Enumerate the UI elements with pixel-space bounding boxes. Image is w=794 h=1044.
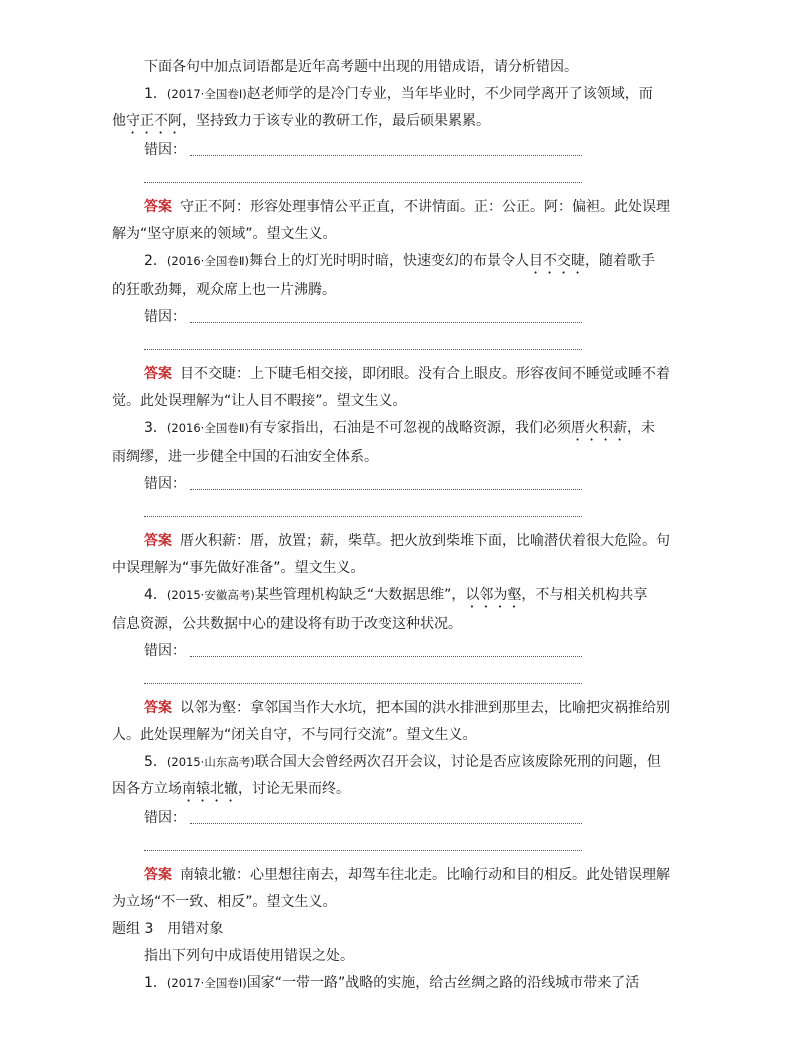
answer-blank-continuation[interactable] [112,832,684,862]
question-3-line-1: 3．(2016·全国卷Ⅱ)有专家指出，石油是不可忽视的战略资源，我们必须厝火积薪，未 [144,420,655,436]
group-3-question-1: 1．(2017·全国卷Ⅰ)国家“一带一路”战略的实施，给古丝绸之路的沿线城市带来了活 [144,975,640,991]
answer-blank-continuation[interactable] [112,498,684,528]
question-5-line-2: 因各方立场南辕北辙，讨论无果而终。 [112,781,350,797]
question-4-line-2: 信息资源，公共数据中心的建设将有助于改变这种状况。 [112,616,462,632]
dotted-rule [190,155,582,156]
question-2-line-2: 的狂歌劲舞，观众席上也一片沸腾。 [112,282,336,298]
intro-text: 下面各句中加点词语都是近年高考题中出现的用错成语，请分析错因。 [144,59,578,75]
group-3-intro: 指出下列句中成语使用错误之处。 [144,948,354,964]
question-source: (2017·全国卷Ⅰ) [166,87,247,101]
question-2-line-1: 2．(2016·全国卷Ⅱ)舞台上的灯光时明时暗，快速变幻的布景令人目不交睫，随着歌手 [144,253,655,269]
dotted-rule [144,683,582,684]
answer-2-line-1: 答案 目不交睫：上下睫毛相交接，即闭眼。没有合上眼皮。形容夜间不睡觉或睡不着 [144,366,670,382]
answer-blank-continuation[interactable] [112,164,684,194]
question-4-line-1: 4．(2015·安徽高考)某些管理机构缺乏“大数据思维”，以邻为壑，不与相关机构共享 [144,587,648,603]
answer-blank-continuation[interactable] [112,665,684,695]
dotted-rule [190,656,582,657]
dotted-rule [190,489,582,490]
question-3-line-2: 雨绸缪，进一步健全中国的石油安全体系。 [112,449,378,465]
answer-blank[interactable] [112,137,684,164]
answer-tag: 答案 [144,199,172,215]
dotted-idiom: 守正不阿 [126,113,182,129]
dotted-idiom: 目不交睫 [528,253,585,269]
answer-5-line-2: 为立场“不一致、相反”。望文生义。 [112,894,337,910]
question-1-line-1: 1．(2017·全国卷Ⅰ)赵老师学的是冷门专业，当年毕业时，不少同学离开了该领域，而 [144,86,653,102]
dotted-idiom: 厝火积薪 [570,420,627,436]
dotted-rule [144,349,582,350]
answer-4-line-1: 答案 以邻为壑：拿邻国当作大水坑，把本国的洪水排泄到那里去，比喻把灾祸推给别 [144,700,670,716]
dotted-rule [144,850,582,851]
answer-blank[interactable]: 错因： [112,304,684,331]
dotted-rule [190,823,582,824]
answer-blank[interactable]: 错因： [112,638,684,665]
answer-2-line-2: 觉。此处误理解为“让人目不暇接”。望文生义。 [112,393,407,409]
question-5-line-1: 5．(2015·山东高考)联合国大会曾经两次召开会议，讨论是否应该废除死刑的问题，但 [144,754,661,770]
blank-label: 错因： [144,142,186,158]
answer-blank[interactable]: 错因： [112,805,684,832]
answer-5-line-1: 答案 南辕北辙：心里想往南去，却驾车往北走。比喻行动和目的相反。此处错误理解 [144,867,670,883]
group-3-heading: 题组 3 用错对象 [112,921,224,937]
dotted-rule [190,322,582,323]
question-number: 1． [144,86,167,102]
answer-blank[interactable]: 错因： [112,471,684,498]
dotted-rule [144,182,582,183]
answer-blank-continuation[interactable] [112,331,684,361]
dotted-idiom: 以邻为壑 [465,587,522,603]
question-1-line-2: 他守正不阿，坚持致力于该专业的教研工作，最后硕果累累。 [112,113,490,129]
answer-1-line-2: 解为“坚守原来的领域”。望文生义。 [112,226,337,242]
answer-3-line-2: 中误理解为“事先做好准备”。望文生义。 [112,560,365,576]
document-page [112,54,684,997]
answer-4-line-2: 人。此处误理解为“闭关自守，不与同行交流”。望文生义。 [112,727,477,743]
dotted-rule [144,516,582,517]
answer-3-line-1: 答案 厝火积薪：厝，放置；薪，柴草。把火放到柴堆下面，比喻潜伏着很大危险。句 [144,533,670,549]
dotted-idiom: 南辕北辙 [182,781,238,797]
answer-1-line-1: 答案 守正不阿：形容处理事情公平正直，不讲情面。正：公正。阿：偏袒。此处误理 [144,199,670,215]
